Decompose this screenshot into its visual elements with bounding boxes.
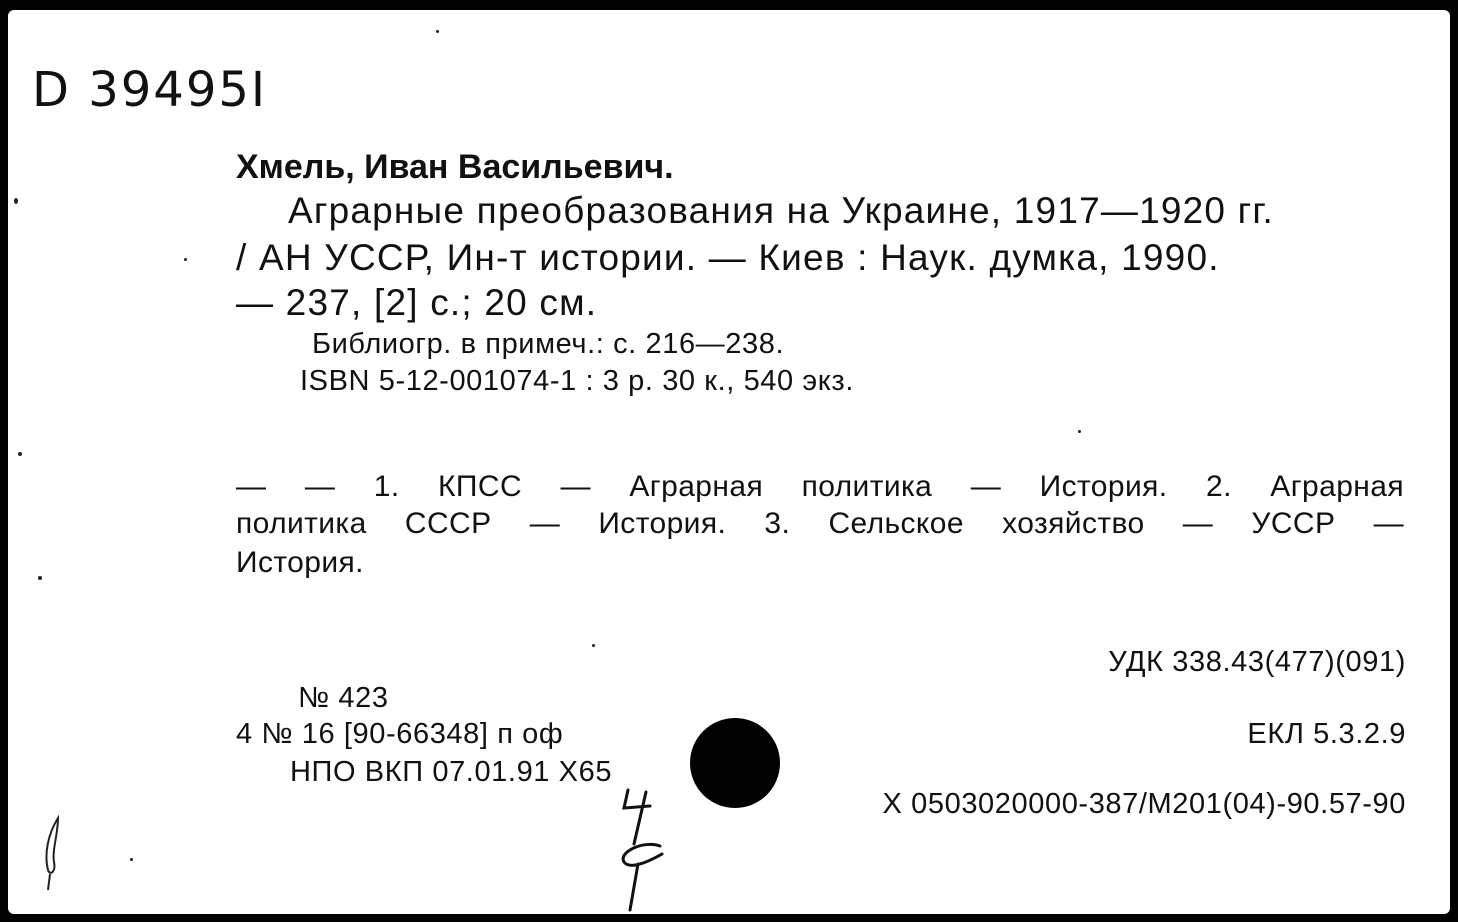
call-number: D 39495I xyxy=(32,62,268,118)
catalog-card xyxy=(8,10,1450,914)
subjects-line-3: История. xyxy=(236,546,364,579)
order-line: 4 № 16 [90-66348] п оф xyxy=(236,718,564,750)
speck xyxy=(592,644,595,647)
registry-number: № 423 xyxy=(298,682,389,714)
speck xyxy=(436,30,439,33)
title-line-1: Аграрные преобразования на Украине, 1917—1920 гг. xyxy=(288,190,1275,231)
punch-hole xyxy=(690,718,780,808)
ekl: ЕКЛ 5.3.2.9 xyxy=(1247,718,1406,750)
handwritten-mark-icon xyxy=(604,782,684,914)
speck xyxy=(130,858,133,861)
speck xyxy=(184,258,187,261)
speck xyxy=(18,452,22,456)
title-line-2: / АН УССР, Ин-т истории. — Киев : Наук. думка, 1990. xyxy=(236,237,1220,278)
speck xyxy=(38,576,42,580)
udk: УДК 338.43(477)(091) xyxy=(1108,646,1406,678)
speck xyxy=(1078,430,1081,433)
title-line-3: — 237, [2] с.; 20 см. xyxy=(236,282,598,323)
speck xyxy=(14,198,18,204)
code-line: Х 0503020000-387/М201(04)-90.57-90 xyxy=(882,788,1406,820)
subjects-line-2: политика СССР — История. 3. Сельское хозяйство — УССР — xyxy=(236,507,1404,540)
note-bibliography: Библиогр. в примеч.: с. 216—238. xyxy=(312,328,785,360)
note-isbn: ISBN 5-12-001074-1 : 3 р. 30 к., 540 экз. xyxy=(300,365,854,397)
pencil-mark-icon xyxy=(38,814,68,894)
npo-line: НПО ВКП 07.01.91 Х65 xyxy=(290,756,613,788)
subjects-line-1: — — 1. КПСС — Аграрная политика — История. 2. Аграрная xyxy=(236,470,1404,503)
author: Хмель, Иван Васильевич. xyxy=(236,148,674,186)
